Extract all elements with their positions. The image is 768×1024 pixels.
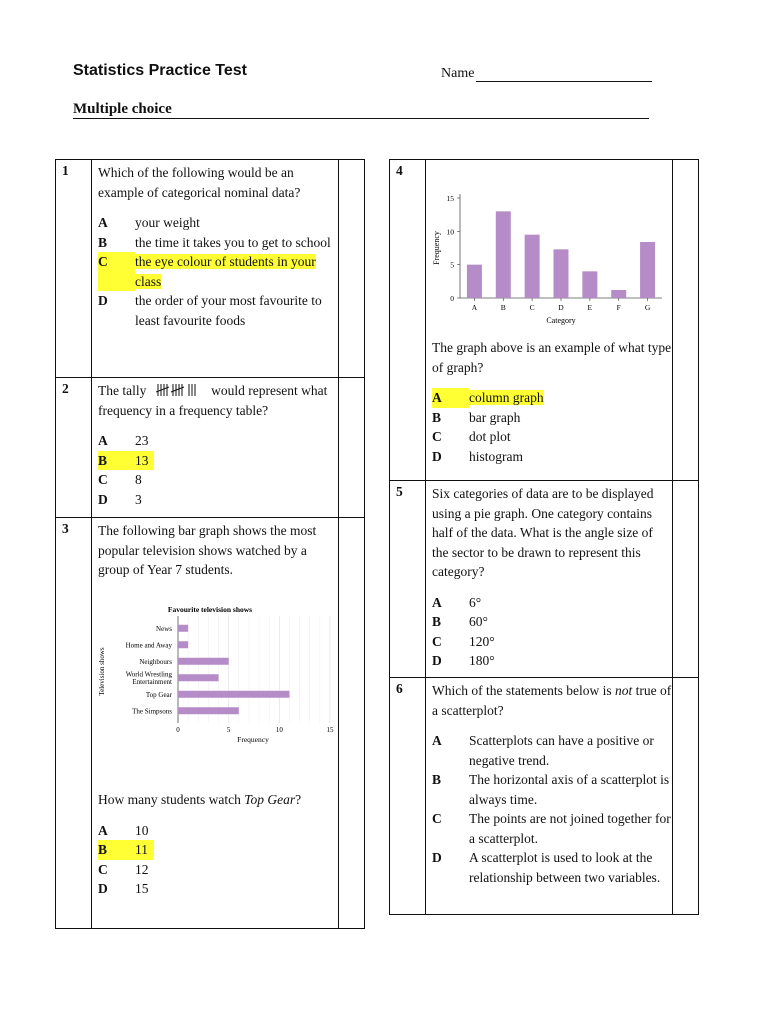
- x-tick-label: 15: [326, 726, 334, 734]
- question-number: 6: [390, 678, 426, 914]
- option-a-highlighted[interactable]: A column graph: [432, 388, 672, 408]
- category-label: Entertainment: [132, 678, 172, 686]
- name-line[interactable]: [476, 67, 652, 82]
- mark-column: [672, 678, 698, 914]
- question-text: Six categories of data are to be displayed using a pie graph. One category contains half of the data. What is the angle size of the sector to be drawn to represent this category?: [432, 486, 654, 579]
- question-number: 3: [56, 518, 92, 928]
- section-underline: [73, 118, 649, 119]
- bar: [178, 691, 289, 698]
- question-text: The tally would represent what frequency in a frequency table?: [98, 383, 328, 418]
- question-number: 4: [390, 160, 426, 480]
- x-tick-label: A: [471, 303, 478, 312]
- question-number: 2: [56, 378, 92, 517]
- x-tick-label: B: [500, 303, 506, 312]
- y-tick-label: 10: [446, 227, 454, 237]
- column-bar: [496, 211, 511, 298]
- option-a[interactable]: A Scatterplots can have a positive or negative trend.: [432, 733, 654, 768]
- category-label: World Wrestling: [125, 670, 172, 679]
- option-a[interactable]: A 6°: [432, 594, 482, 610]
- option-c[interactable]: C dot plot: [432, 429, 511, 444]
- x-axis-label: Frequency: [237, 735, 269, 744]
- option-c[interactable]: C The points are not joined together for a scatterplot.: [432, 811, 671, 846]
- option-c[interactable]: C 120°: [432, 633, 495, 649]
- option-b[interactable]: B the time it takes you to get to school: [98, 234, 331, 250]
- name-field: [441, 66, 652, 82]
- column-bar: [640, 242, 655, 298]
- category-label: Home and Away: [125, 641, 172, 650]
- mark-column: [338, 378, 364, 517]
- option-b[interactable]: B bar graph: [432, 409, 521, 425]
- question-5: [389, 480, 699, 678]
- option-d[interactable]: D the order of your most favourite to least favourite foods: [98, 293, 322, 328]
- category-label: The Simpsons: [132, 707, 172, 716]
- tally-marks-icon: [156, 383, 202, 397]
- option-d[interactable]: D A scatterplot is used to look at the relationship between two variables.: [432, 850, 661, 885]
- section-heading: Multiple choice: [73, 101, 172, 117]
- x-tick-label: E: [587, 303, 593, 312]
- option-b[interactable]: B The horizontal axis of a scatterplot is always time.: [432, 772, 670, 807]
- y-tick-label: 15: [446, 194, 454, 203]
- question-number: 1: [56, 160, 92, 377]
- x-axis-label: Category: [546, 316, 576, 325]
- chart-title: Favourite television shows: [167, 605, 253, 614]
- mark-column: [672, 160, 698, 480]
- question-number: 5: [390, 481, 426, 677]
- option-d[interactable]: D histogram: [432, 448, 523, 464]
- question-2: [55, 377, 365, 518]
- option-b-highlighted[interactable]: B 13: [98, 451, 154, 471]
- column-bar: [582, 271, 597, 298]
- x-tick-label: 5: [226, 726, 231, 734]
- name-label: Name: [441, 66, 475, 81]
- bar: [178, 641, 188, 648]
- page-title: Statistics Practice Test: [73, 62, 248, 79]
- mark-column: [672, 481, 698, 677]
- x-tick-label: D: [558, 303, 564, 312]
- y-axis-label: Television shows: [98, 647, 106, 696]
- y-axis-label: Frequency: [432, 231, 441, 265]
- mark-column: [338, 518, 364, 928]
- category-label: News: [156, 624, 172, 633]
- option-c[interactable]: C 8: [98, 472, 142, 487]
- question-4: [389, 159, 699, 481]
- bar: [178, 707, 239, 714]
- y-tick-label: 5: [450, 260, 454, 270]
- option-c-highlighted[interactable]: C the eye colour of students in your class: [98, 252, 338, 291]
- question-text: Which of the statements below is not true of a scatterplot?: [432, 683, 672, 718]
- column-bar: [467, 265, 482, 298]
- option-d[interactable]: D 3: [98, 491, 142, 507]
- question-prompt: How many students watch Top Gear?: [98, 792, 302, 807]
- question-text: The following bar graph shows the most popular television shows watched by a group of Year 7 students.: [98, 523, 317, 577]
- highlighted-answer: the eye colour of students in your class: [135, 254, 316, 289]
- y-tick-label: 0: [450, 294, 454, 303]
- category-label: Neighbours: [139, 657, 172, 666]
- option-a[interactable]: A your weight: [98, 215, 200, 230]
- x-tick-label: 0: [176, 726, 180, 734]
- bar: [178, 658, 229, 665]
- option-d[interactable]: D 15: [98, 881, 149, 896]
- category-label: Top Gear: [145, 690, 172, 699]
- mark-column: [338, 160, 364, 377]
- x-tick-label: 10: [275, 726, 283, 734]
- column-bar: [525, 235, 540, 298]
- x-tick-label: F: [616, 303, 621, 312]
- bar: [178, 625, 188, 632]
- column-bar: [554, 249, 569, 298]
- tv-shows-bar-chart: [98, 604, 338, 744]
- bar: [178, 674, 219, 681]
- option-b-highlighted[interactable]: B 11: [98, 840, 154, 860]
- option-c[interactable]: C 12: [98, 861, 149, 877]
- question-1: [55, 159, 365, 378]
- option-a[interactable]: A 23: [98, 433, 149, 448]
- question-text: Which of the following would be an example of categorical nominal data?: [98, 165, 301, 200]
- option-d[interactable]: D 180°: [432, 653, 495, 668]
- column-bar: [611, 290, 626, 298]
- category-column-chart: [430, 186, 670, 358]
- option-b[interactable]: B 60°: [432, 614, 488, 629]
- option-a[interactable]: A 10: [98, 822, 149, 838]
- question-6: [389, 677, 699, 915]
- x-tick-label: G: [644, 303, 651, 312]
- question-3: [55, 517, 365, 929]
- x-tick-label: C: [529, 303, 535, 312]
- question-text: The graph above is an example of what type of graph?: [432, 340, 672, 375]
- highlighted-answer: column graph: [469, 390, 544, 405]
